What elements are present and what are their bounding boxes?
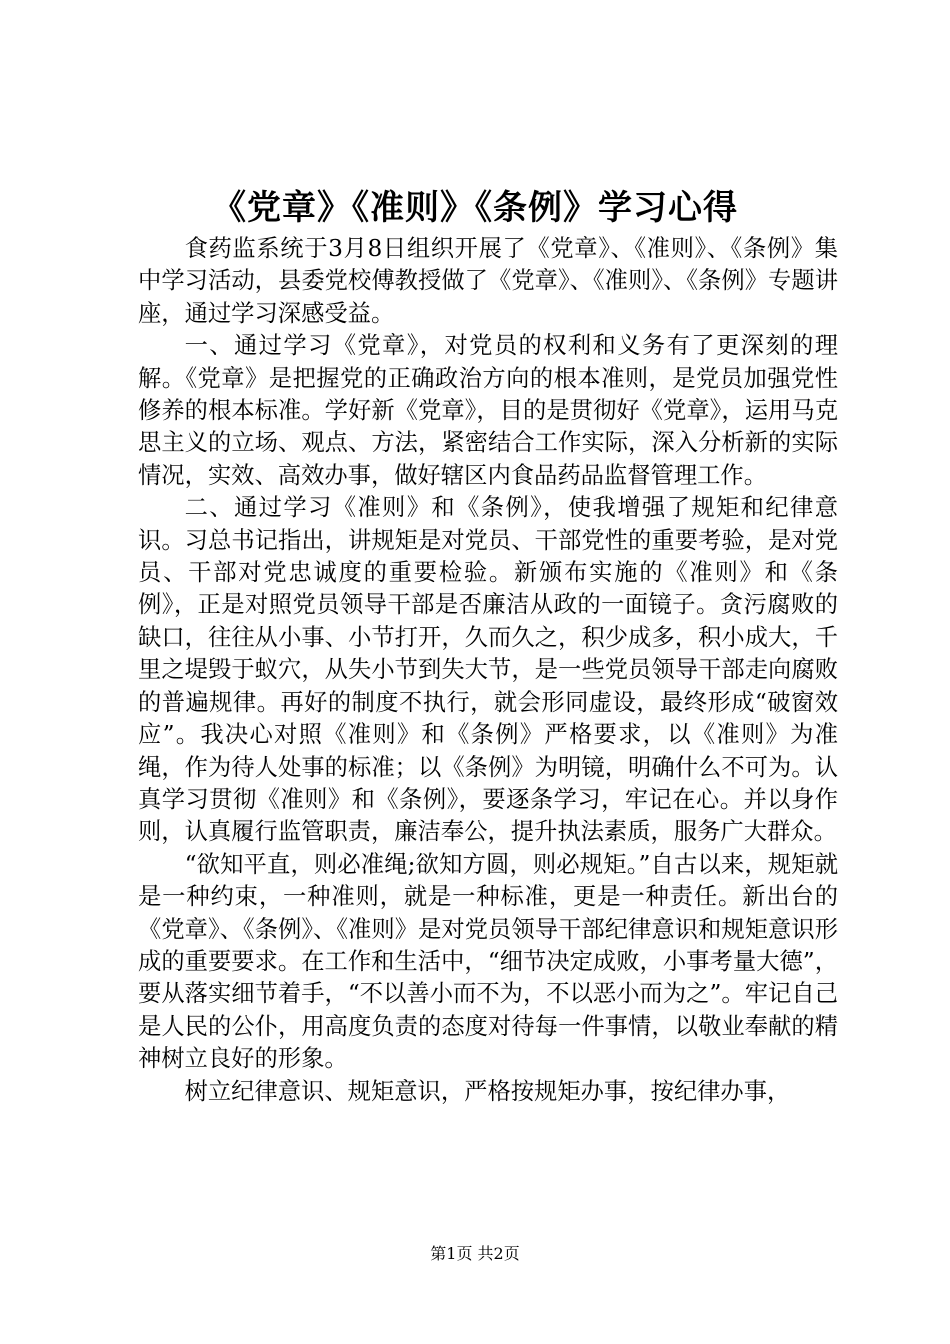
paragraph-section-two: 二、通过学习《准则》和《条例》，使我增强了规矩和纪律意识。习总书记指出，讲规矩是对党员、干部党性的重要考验，是对党员、干部对党忠诚度的重要检验。新颁布实施的《准则》和《条例》，正是对照党员领导干部是否廉洁从政的一面镜子。贪污腐败的缺口，往往从小事、小节打开，久而久之，积少成多，积小成大，千里之堤毁于蚁穴，从失小节到失大节，是一些党员领导干部走向腐败的普遍规律。再好的制度不执行，就会形同虚设，最终形成“破窗效应”。我决心对照《准则》和《条例》严格要求，以《准则》为准绳，作为待人处事的标准；以《条例》为明镜，明确什么不可为。认真学习贯彻《准则》和《条例》，要逐条学习，牢记在心。并以身作则，认真履行监管职责，廉洁奉公，提升执法素质，服务广大群众。 xyxy=(138,494,838,846)
paragraph-quote: “欲知平直，则必准绳;欲知方圆，则必规矩。”自古以来，规矩就是一种约束，一种准则，就是一种标准，更是一种责任。新出台的《党章》、《条例》、《准则》是对党员领导干部纪律意识和规矩意识形成的重要要求。在工作和生活中，“细节决定成败，小事考量大德”，要从落实细节着手，“不以善小而不为，不以恶小而为之”。牢记自己是人民的公仆，用高度负责的态度对待每一件事情，以敬业奉献的精神树立良好的形象。 xyxy=(138,850,838,1073)
paragraph-intro: 食药监系统于3月8日组织开展了《党章》、《准则》、《条例》集中学习活动，县委党校傅教授做了《党章》、《准则》、《条例》专题讲座，通过学习深感受益。 xyxy=(138,235,838,327)
paragraph-continued: 树立纪律意识、规矩意识，严格按规矩办事，按纪律办事， xyxy=(184,1077,791,1105)
page-footer xyxy=(0,1243,950,1265)
page-total: 共2页 xyxy=(477,1244,520,1263)
document-title: 《党章》《准则》《条例》学习心得 xyxy=(212,188,738,228)
page-number: 第1页 xyxy=(430,1244,473,1263)
paragraph-section-one: 一、通过学习《党章》，对党员的权利和义务有了更深刻的理解。《党章》是把握党的正确政治方向的根本准则，是党员加强党性修养的根本标准。学好新《党章》，目的是贯彻好《党章》，运用马克思主义的立场、观点、方法，紧密结合工作实际，深入分析新的实际情况，实效、高效办事，做好辖区内食品药品监督管理工作。 xyxy=(138,332,838,489)
document-body xyxy=(138,233,838,1108)
